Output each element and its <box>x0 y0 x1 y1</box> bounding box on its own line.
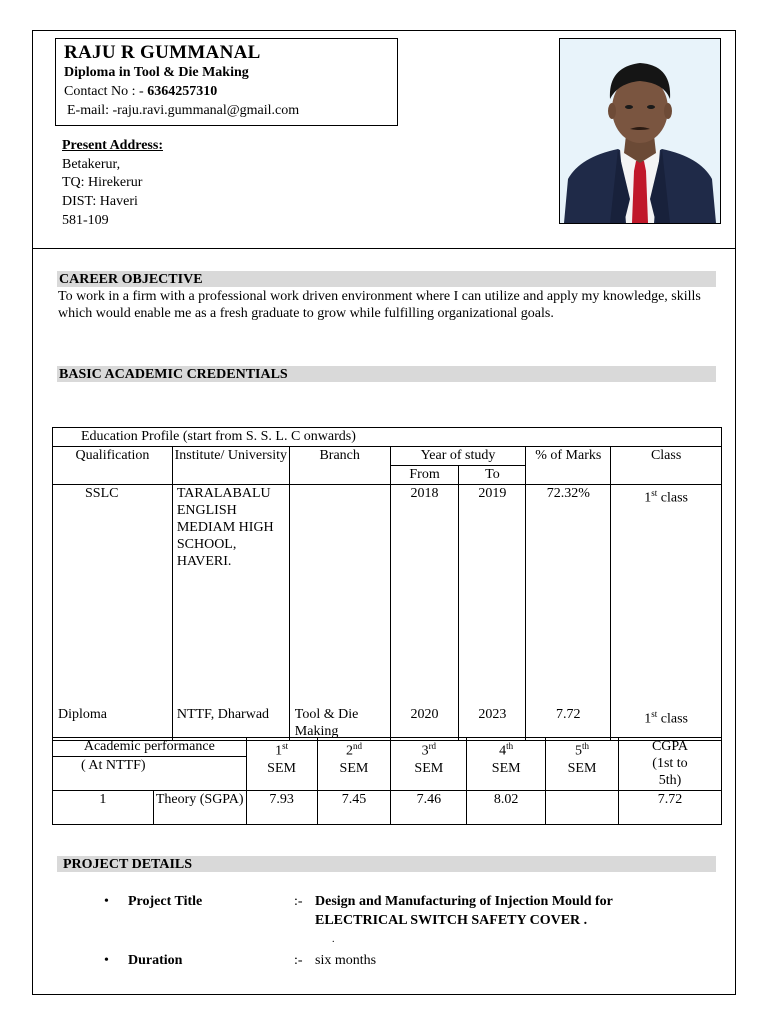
duration-sep: :- <box>294 953 303 968</box>
sem-2-value: 7.45 <box>317 791 391 825</box>
sem-2-header: 2nd SEM <box>317 738 391 791</box>
sslc-class: 1st class <box>611 485 722 707</box>
table-title: Education Profile (start from S. S. L. C onwards) <box>53 428 722 447</box>
project-title-line1: Design and Manufacturing of Injection Mould for <box>315 894 613 909</box>
diploma-marks: 7.72 <box>526 706 611 741</box>
sslc-to: 2019 <box>459 485 526 707</box>
profile-photo <box>559 38 721 224</box>
header-qualification: Qualification <box>53 447 173 485</box>
person-photo-icon <box>560 39 720 223</box>
diploma-qualification: Diploma <box>53 706 173 741</box>
diploma-class: 1st class <box>611 706 722 741</box>
address-line: Betakerur, <box>62 156 121 172</box>
address-block <box>62 137 163 231</box>
perf-row-type: Theory (SGPA) <box>153 791 246 825</box>
address-line: TQ: Hirekerur <box>62 175 143 191</box>
sslc-qualification: SSLC <box>53 485 173 707</box>
address-line: DIST: Haveri <box>62 194 138 210</box>
diploma-title: Diploma in Tool & Die Making <box>64 65 249 80</box>
diploma-branch: Tool & Die Making <box>289 706 390 741</box>
header-class: Class <box>611 447 722 485</box>
bullet-icon: • <box>104 953 109 968</box>
perf-sublabel: ( At NTTF) <box>53 757 247 791</box>
diploma-from: 2020 <box>390 706 459 741</box>
sem-5-value <box>546 791 619 825</box>
contact-number: 6364257310 <box>147 84 218 99</box>
header-divider <box>32 248 736 249</box>
sem-4-value: 8.02 <box>467 791 546 825</box>
header-institute: Institute/ University <box>172 447 289 485</box>
email-line: E-mail: -raju.ravi.gummanal@gmail.com <box>67 103 300 118</box>
cgpa-header: CGPA (1st to 5th) <box>618 738 721 791</box>
header-to: To <box>459 466 526 485</box>
bullet-icon: • <box>104 894 109 909</box>
sslc-from: 2018 <box>390 485 459 707</box>
performance-table <box>52 737 722 825</box>
project-title-label: Project Title <box>128 894 203 909</box>
cgpa-value: 7.72 <box>618 791 721 825</box>
sem-3-header: 3rd SEM <box>391 738 467 791</box>
candidate-name: RAJU R GUMMANAL <box>64 42 261 63</box>
career-objective-heading: CAREER OBJECTIVE <box>57 271 716 287</box>
project-title-line2: ELECTRICAL SWITCH SAFETY COVER . <box>315 913 588 928</box>
education-table <box>52 427 722 741</box>
header-marks: % of Marks <box>526 447 611 485</box>
duration-value: six months <box>315 953 377 968</box>
diploma-to: 2023 <box>459 706 526 741</box>
header-branch: Branch <box>289 447 390 485</box>
duration-label: Duration <box>128 953 183 968</box>
contact-line <box>64 82 397 101</box>
diploma-institute: NTTF, Dharwad <box>172 706 289 741</box>
academic-heading: BASIC ACADEMIC CREDENTIALS <box>57 366 716 382</box>
sslc-marks: 72.32% <box>526 485 611 707</box>
perf-label: Academic performance <box>53 738 247 757</box>
sslc-branch <box>289 485 390 707</box>
header-from: From <box>390 466 459 485</box>
header-year: Year of study <box>390 447 526 466</box>
address-line: 581-109 <box>62 212 109 228</box>
project-title-line3: . <box>332 934 335 945</box>
career-objective-text: To work in a firm with a professional work driven environment where I can utilize and apply my knowledge, skills which would enable me as a fresh graduate to grow while fulfilling organizational goals. <box>58 289 701 321</box>
sem-4-header: 4th SEM <box>467 738 546 791</box>
project-title-sep: :- <box>294 894 303 909</box>
address-heading: Present Address: <box>62 138 163 153</box>
sem-1-header: 1st SEM <box>246 738 317 791</box>
name-box <box>55 38 398 126</box>
project-heading: PROJECT DETAILS <box>57 856 716 872</box>
sem-5-header: 5th SEM <box>546 738 619 791</box>
perf-row-index: 1 <box>53 791 154 825</box>
sem-1-value: 7.93 <box>246 791 317 825</box>
sslc-institute: TARALABALU ENGLISH MEDIAM HIGH SCHOOL, HAVERI. <box>172 485 289 707</box>
contact-label: Contact No : - <box>64 84 148 99</box>
sem-3-value: 7.46 <box>391 791 467 825</box>
